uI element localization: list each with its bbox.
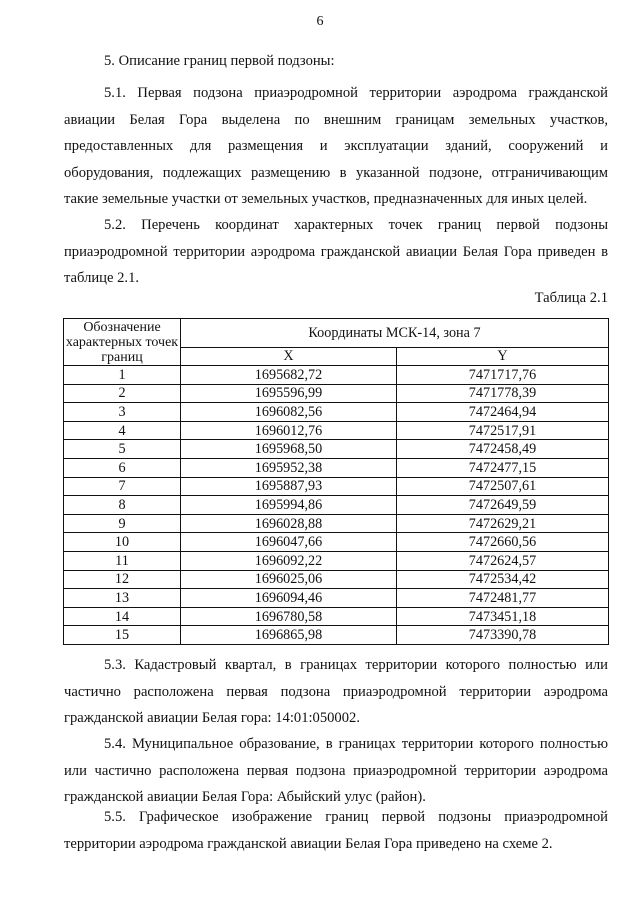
point-number-cell: 9	[64, 514, 181, 533]
y-coordinate-cell: 7472517,91	[397, 421, 609, 440]
table-row	[64, 403, 609, 422]
point-number-cell: 12	[64, 570, 181, 589]
table-row	[64, 384, 609, 403]
page-number: 6	[316, 14, 324, 29]
paragraph-5-3: 5.3. Кадастровый квартал, в границах территории которого полностью или частично расположена первая подзона приаэродромной территории аэродрома гражданской авиации Белая гора: 14:01:050002.	[64, 657, 608, 726]
table-row	[64, 458, 609, 477]
x-coordinate-cell: 1696028,88	[181, 514, 397, 533]
paragraph-5-5: 5.5. Графическое изображение границ первой подзоны приаэродромной территории аэродрома гражданской авиации Белая Гора приведено на схеме 2.	[64, 809, 608, 852]
table-row	[64, 533, 609, 552]
header-x: X	[181, 348, 397, 366]
y-coordinate-cell: 7472660,56	[397, 533, 609, 552]
point-number-cell: 4	[64, 421, 181, 440]
paragraph-5-4: 5.4. Муниципальное образование, в границах территории которого полностью или частично расположена первая подзона приаэродромной территории аэродрома гражданской авиации Белая Гора: Абыйский улус (район).	[64, 736, 608, 805]
x-coordinate-cell: 1695952,38	[181, 458, 397, 477]
table-row	[64, 589, 609, 608]
table-row	[64, 477, 609, 496]
point-number-cell: 11	[64, 551, 181, 570]
point-number-cell: 10	[64, 533, 181, 552]
table-row	[64, 551, 609, 570]
header-y: Y	[397, 348, 609, 366]
point-number-cell: 5	[64, 440, 181, 459]
table-caption: Таблица 2.1	[534, 290, 608, 306]
x-coordinate-cell: 1696094,46	[181, 589, 397, 608]
table-row	[64, 421, 609, 440]
x-coordinate-cell: 1696092,22	[181, 551, 397, 570]
point-number-cell: 2	[64, 384, 181, 403]
x-coordinate-cell: 1696047,66	[181, 533, 397, 552]
point-number-cell: 13	[64, 589, 181, 608]
y-coordinate-cell: 7472458,49	[397, 440, 609, 459]
y-coordinate-cell: 7472464,94	[397, 403, 609, 422]
y-coordinate-cell: 7472649,59	[397, 496, 609, 515]
paragraph-5-2: 5.2. Перечень координат характерных точек границ первой подзоны приаэродромной территории аэродрома гражданской авиации Белая Гора приведен в таблице 2.1.	[64, 217, 608, 286]
table-row	[64, 626, 609, 645]
y-coordinate-cell: 7472507,61	[397, 477, 609, 496]
header-coordinates: Координаты МСК-14, зона 7	[181, 319, 609, 348]
y-coordinate-cell: 7473451,18	[397, 607, 609, 626]
table-row	[64, 514, 609, 533]
table-row	[64, 607, 609, 626]
y-coordinate-cell: 7472629,21	[397, 514, 609, 533]
y-coordinate-cell: 7472477,15	[397, 458, 609, 477]
x-coordinate-cell: 1696082,56	[181, 403, 397, 422]
y-coordinate-cell: 7473390,78	[397, 626, 609, 645]
x-coordinate-cell: 1695596,99	[181, 384, 397, 403]
x-coordinate-cell: 1695682,72	[181, 366, 397, 385]
y-coordinate-cell: 7472534,42	[397, 570, 609, 589]
paragraph-5-1: 5.1. Первая подзона приаэродромной территории аэродрома гражданской авиации Белая Гора выделена по внешним границам земельных участков, предоставленных для размещения и эксплуатации зданий, сооружений и оборудования, подлежащих размещению в указанной подзоне, отграничивающим такие земельные участки от земельных участков, предназначенных для иных целей.	[64, 85, 608, 207]
point-number-cell: 6	[64, 458, 181, 477]
x-coordinate-cell: 1695994,86	[181, 496, 397, 515]
point-number-cell: 1	[64, 366, 181, 385]
y-coordinate-cell: 7472624,57	[397, 551, 609, 570]
x-coordinate-cell: 1695968,50	[181, 440, 397, 459]
x-coordinate-cell: 1696865,98	[181, 626, 397, 645]
table-row	[64, 366, 609, 385]
x-coordinate-cell: 1696025,06	[181, 570, 397, 589]
x-coordinate-cell: 1696780,58	[181, 607, 397, 626]
point-number-cell: 3	[64, 403, 181, 422]
coordinates-table	[63, 318, 609, 645]
point-number-cell: 8	[64, 496, 181, 515]
table-body	[64, 366, 609, 645]
point-number-cell: 15	[64, 626, 181, 645]
section-5-title: 5. Описание границ первой подзоны:	[104, 53, 335, 69]
x-coordinate-cell: 1695887,93	[181, 477, 397, 496]
table-row	[64, 570, 609, 589]
point-number-cell: 14	[64, 607, 181, 626]
table-row	[64, 496, 609, 515]
point-number-cell: 7	[64, 477, 181, 496]
y-coordinate-cell: 7471778,39	[397, 384, 609, 403]
x-coordinate-cell: 1696012,76	[181, 421, 397, 440]
header-point-designation: Обозначение характерных точек границ	[64, 319, 181, 366]
y-coordinate-cell: 7472481,77	[397, 589, 609, 608]
y-coordinate-cell: 7471717,76	[397, 366, 609, 385]
table-row	[64, 440, 609, 459]
